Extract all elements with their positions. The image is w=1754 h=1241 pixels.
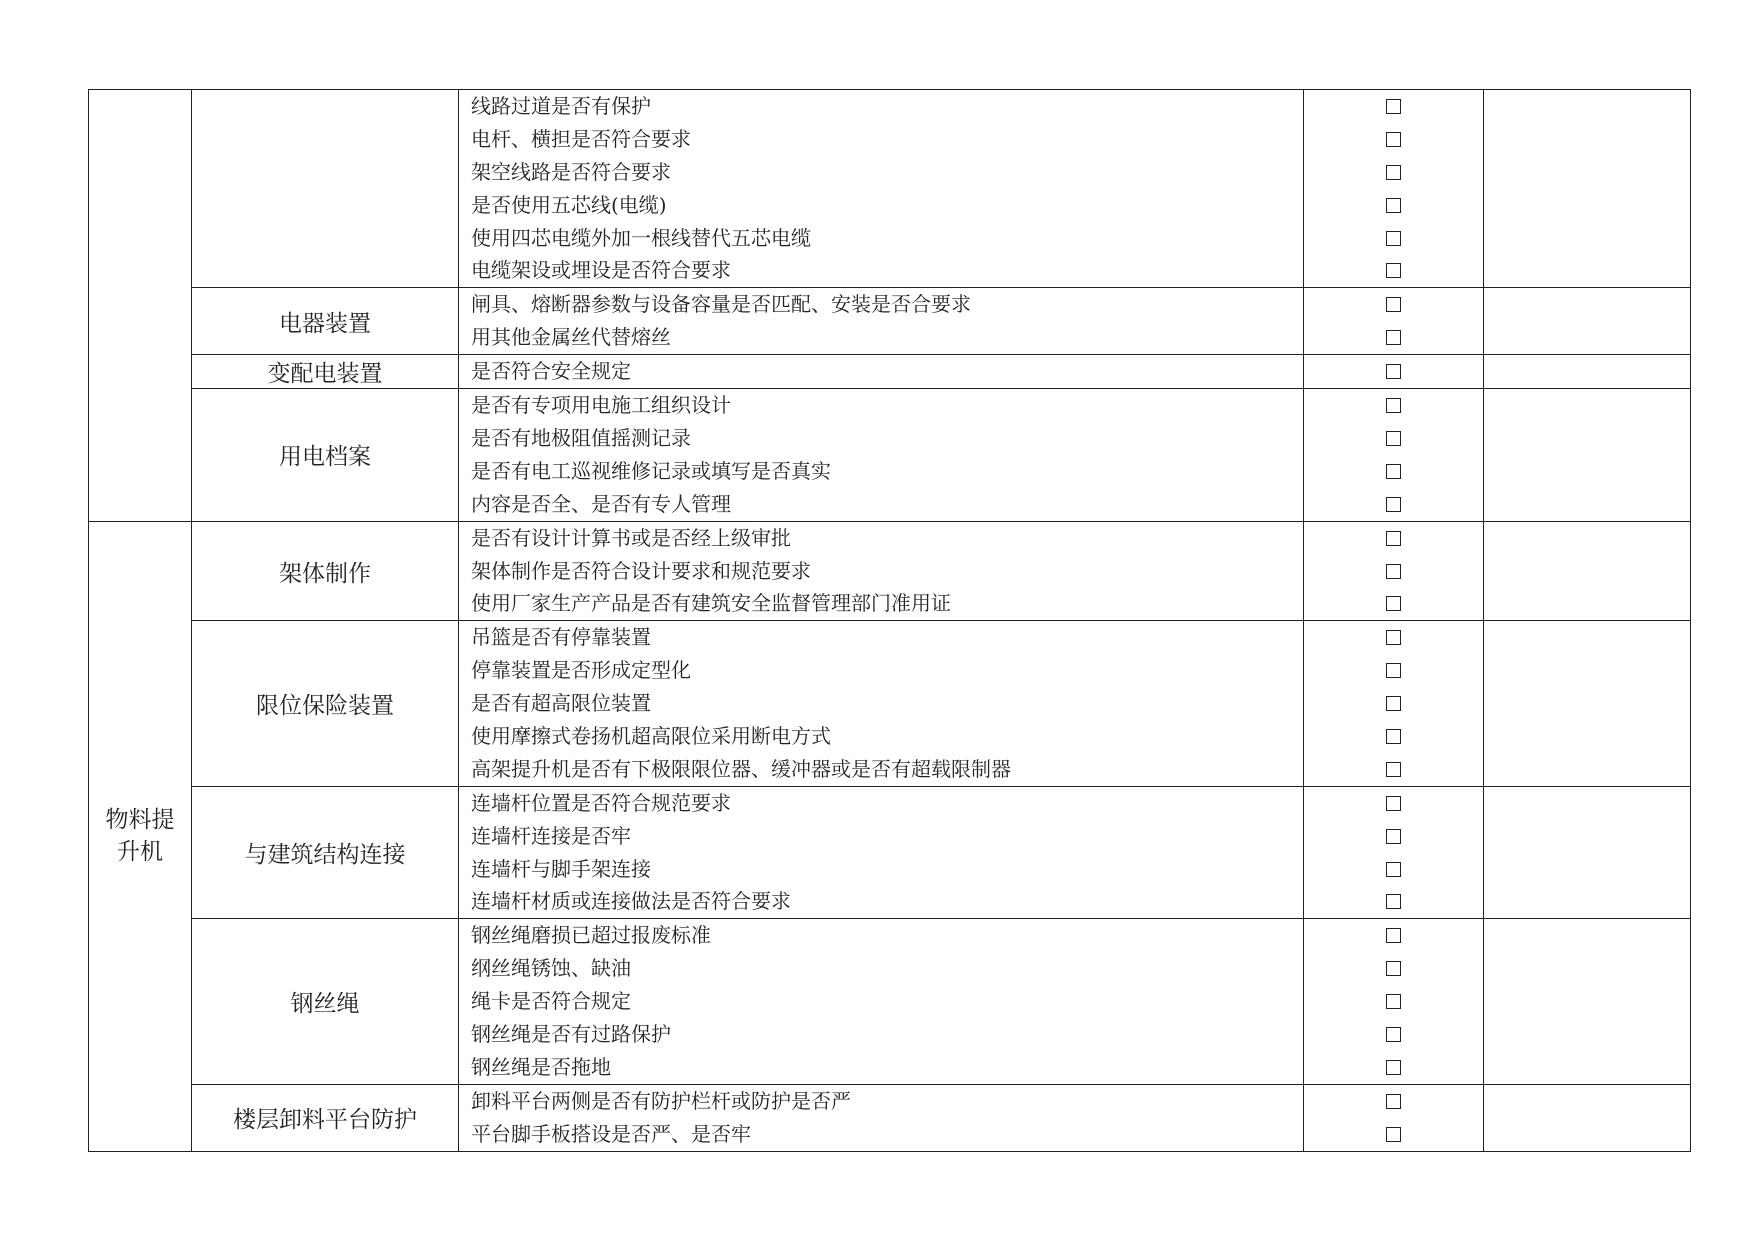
check-item: 使用摩擦式卷扬机超高限位采用断电方式 <box>471 724 831 749</box>
checkbox-cell <box>1304 1084 1484 1151</box>
checkbox[interactable] <box>1386 263 1401 278</box>
checkbox-row <box>1304 853 1483 886</box>
remarks-cell[interactable] <box>1484 90 1691 288</box>
section-row <box>89 621 1691 786</box>
section-name-cell <box>192 90 459 288</box>
check-items-cell <box>459 389 1304 522</box>
check-item: 线路过道是否有保护 <box>471 94 651 118</box>
remarks-cell[interactable] <box>1484 919 1691 1084</box>
section-row <box>89 521 1691 621</box>
checkbox-row <box>1304 753 1483 786</box>
section-name-cell <box>192 288 459 355</box>
checkbox-row <box>1304 1018 1483 1051</box>
checkbox-cell <box>1304 288 1484 355</box>
checkbox[interactable] <box>1386 464 1401 479</box>
section-name: 楼层卸料平台防护 <box>233 1107 417 1134</box>
section-name: 限位保险装置 <box>256 693 394 720</box>
checkbox[interactable] <box>1386 497 1401 512</box>
check-items-cell <box>459 521 1304 621</box>
checkbox-row <box>1304 687 1483 720</box>
checkbox[interactable] <box>1386 928 1401 943</box>
section-name-cell <box>192 621 459 786</box>
check-item: 连墙杆位置是否符合规范要求 <box>471 790 731 815</box>
checkbox-row <box>1304 222 1483 255</box>
checkbox-row <box>1304 488 1483 521</box>
check-items-cell <box>459 621 1304 786</box>
checkbox[interactable] <box>1386 330 1401 345</box>
checkbox[interactable] <box>1386 1127 1401 1142</box>
check-item: 是否有电工巡视维修记录或填写是否真实 <box>471 458 831 483</box>
check-items-cell <box>459 919 1304 1084</box>
section-row <box>89 288 1691 355</box>
check-item: 使用厂家生产产品是否有建筑安全监督管理部门准用证 <box>471 591 951 616</box>
category-cell <box>89 521 192 1151</box>
checkbox-row <box>1304 885 1483 918</box>
remarks-cell[interactable] <box>1484 355 1691 389</box>
checkbox[interactable] <box>1386 364 1401 379</box>
remarks-cell[interactable] <box>1484 288 1691 355</box>
check-item: 电杆、横担是否符合要求 <box>471 126 691 151</box>
section-row <box>89 389 1691 522</box>
check-item: 是否使用五芯线(电缆) <box>471 192 667 217</box>
section-name-cell <box>192 919 459 1084</box>
checkbox-row <box>1304 321 1483 354</box>
checkbox[interactable] <box>1386 729 1401 744</box>
checkbox[interactable] <box>1386 862 1401 877</box>
check-item: 钢丝绳是否拖地 <box>471 1054 611 1079</box>
checkbox-row <box>1304 1051 1483 1084</box>
checkbox[interactable] <box>1386 1094 1401 1109</box>
checkbox-row <box>1304 787 1483 820</box>
checkbox-row <box>1304 389 1483 422</box>
check-item: 架空线路是否符合要求 <box>471 159 671 184</box>
checkbox-cell <box>1304 786 1484 919</box>
checkbox-cell <box>1304 521 1484 621</box>
checkbox-cell <box>1304 919 1484 1084</box>
check-items-cell <box>459 355 1304 389</box>
check-item: 是否有超高限位装置 <box>471 691 651 716</box>
check-item: 平台脚手板搭设是否严、是否牢 <box>471 1121 751 1146</box>
checklist-body <box>89 90 1691 1152</box>
remarks-cell[interactable] <box>1484 521 1691 621</box>
checkbox[interactable] <box>1386 398 1401 413</box>
checkbox[interactable] <box>1386 531 1401 546</box>
checkbox-row <box>1304 90 1483 123</box>
check-items-cell <box>459 1084 1304 1151</box>
checkbox-row <box>1304 985 1483 1018</box>
check-item: 钢丝绳是否有过路保护 <box>471 1022 671 1047</box>
checkbox-row <box>1304 587 1483 620</box>
checkbox[interactable] <box>1386 994 1401 1009</box>
check-item: 是否有专项用电施工组织设计 <box>471 393 731 418</box>
check-item: 绳卡是否符合规定 <box>471 989 631 1014</box>
checkbox-cell <box>1304 621 1484 786</box>
checkbox-row <box>1304 952 1483 985</box>
remarks-cell[interactable] <box>1484 1084 1691 1151</box>
checkbox[interactable] <box>1386 762 1401 777</box>
check-item: 是否有设计计算书或是否经上级审批 <box>471 525 791 550</box>
checkbox-cell <box>1304 389 1484 522</box>
checkbox-row <box>1304 820 1483 853</box>
checkbox[interactable] <box>1386 696 1401 711</box>
checkbox-row <box>1304 422 1483 455</box>
checkbox-row <box>1304 1118 1483 1151</box>
section-name: 用电档案 <box>279 444 371 471</box>
check-item: 闸具、熔断器参数与设备容量是否匹配、安装是否合要求 <box>471 292 971 317</box>
check-item: 内容是否全、是否有专人管理 <box>471 491 731 516</box>
check-item: 架体制作是否符合设计要求和规范要求 <box>471 558 811 583</box>
checkbox[interactable] <box>1386 198 1401 213</box>
category-label: 物料提升机 <box>105 807 175 866</box>
checkbox[interactable] <box>1386 961 1401 976</box>
checkbox[interactable] <box>1386 132 1401 147</box>
section-name-cell <box>192 786 459 919</box>
section-row <box>89 90 1691 288</box>
section-name-cell <box>192 355 459 389</box>
checkbox[interactable] <box>1386 829 1401 844</box>
checkbox-row <box>1304 555 1483 588</box>
checkbox-row <box>1304 455 1483 488</box>
checkbox-cell <box>1304 90 1484 288</box>
section-name: 与建筑结构连接 <box>244 842 406 869</box>
section-name: 架体制作 <box>279 560 371 587</box>
category-cell <box>89 90 192 522</box>
check-item: 钢丝绳磨损已超过报废标准 <box>471 923 711 948</box>
checkbox[interactable] <box>1386 894 1401 909</box>
remarks-cell[interactable] <box>1484 621 1691 786</box>
section-row <box>89 786 1691 919</box>
checkbox[interactable] <box>1386 99 1401 114</box>
check-item: 连墙杆连接是否牢 <box>471 823 631 848</box>
checkbox-row <box>1304 156 1483 189</box>
inspection-checklist-table <box>88 89 1691 1152</box>
checkbox-row <box>1304 621 1483 654</box>
check-item: 纲丝绳锈蚀、缺油 <box>471 956 631 981</box>
checkbox[interactable] <box>1386 165 1401 180</box>
checkbox-row <box>1304 522 1483 555</box>
check-items-cell <box>459 288 1304 355</box>
checkbox-row <box>1304 123 1483 156</box>
check-item: 电缆架设或埋设是否符合要求 <box>471 258 731 283</box>
section-name-cell <box>192 389 459 522</box>
section-name: 钢丝绳 <box>290 991 360 1018</box>
section-row <box>89 355 1691 389</box>
check-items-cell <box>459 786 1304 919</box>
checkbox[interactable] <box>1386 431 1401 446</box>
checkbox-row <box>1304 355 1483 388</box>
section-row <box>89 1084 1691 1151</box>
check-items-cell <box>459 90 1304 288</box>
checkbox-row <box>1304 654 1483 687</box>
section-name: 变配电装置 <box>267 361 383 388</box>
checkbox[interactable] <box>1386 231 1401 246</box>
checkbox-row <box>1304 288 1483 321</box>
checkbox[interactable] <box>1386 297 1401 312</box>
check-item: 是否符合安全规定 <box>471 359 631 384</box>
section-name-cell <box>192 521 459 621</box>
check-item: 卸料平台两侧是否有防护栏杆或防护是否严 <box>471 1088 851 1113</box>
check-item: 连墙杆与脚手架连接 <box>471 856 651 881</box>
checkbox-row <box>1304 720 1483 753</box>
check-item: 用其他金属丝代替熔丝 <box>471 325 671 350</box>
checkbox-row <box>1304 254 1483 287</box>
checkbox[interactable] <box>1386 596 1401 611</box>
remarks-cell[interactable] <box>1484 389 1691 522</box>
checkbox-row <box>1304 1085 1483 1118</box>
checkbox[interactable] <box>1386 663 1401 678</box>
checkbox-row <box>1304 189 1483 222</box>
check-item: 是否有地极阻值摇测记录 <box>471 426 691 451</box>
check-item: 吊篮是否有停靠装置 <box>471 625 651 650</box>
section-row <box>89 919 1691 1084</box>
section-name-cell <box>192 1084 459 1151</box>
checkbox[interactable] <box>1386 796 1401 811</box>
check-item: 连墙杆材质或连接做法是否符合要求 <box>471 889 791 914</box>
checkbox-cell <box>1304 355 1484 389</box>
checkbox[interactable] <box>1386 564 1401 579</box>
checkbox[interactable] <box>1386 1060 1401 1075</box>
section-name: 电器装置 <box>279 310 371 337</box>
remarks-cell[interactable] <box>1484 786 1691 919</box>
check-item: 使用四芯电缆外加一根线替代五芯电缆 <box>471 225 811 250</box>
checkbox[interactable] <box>1386 1027 1401 1042</box>
checkbox[interactable] <box>1386 630 1401 645</box>
check-item: 高架提升机是否有下极限限位器、缓冲器或是否有超载限制器 <box>471 756 1011 781</box>
check-item: 停靠装置是否形成定型化 <box>471 658 691 683</box>
checkbox-row <box>1304 919 1483 952</box>
